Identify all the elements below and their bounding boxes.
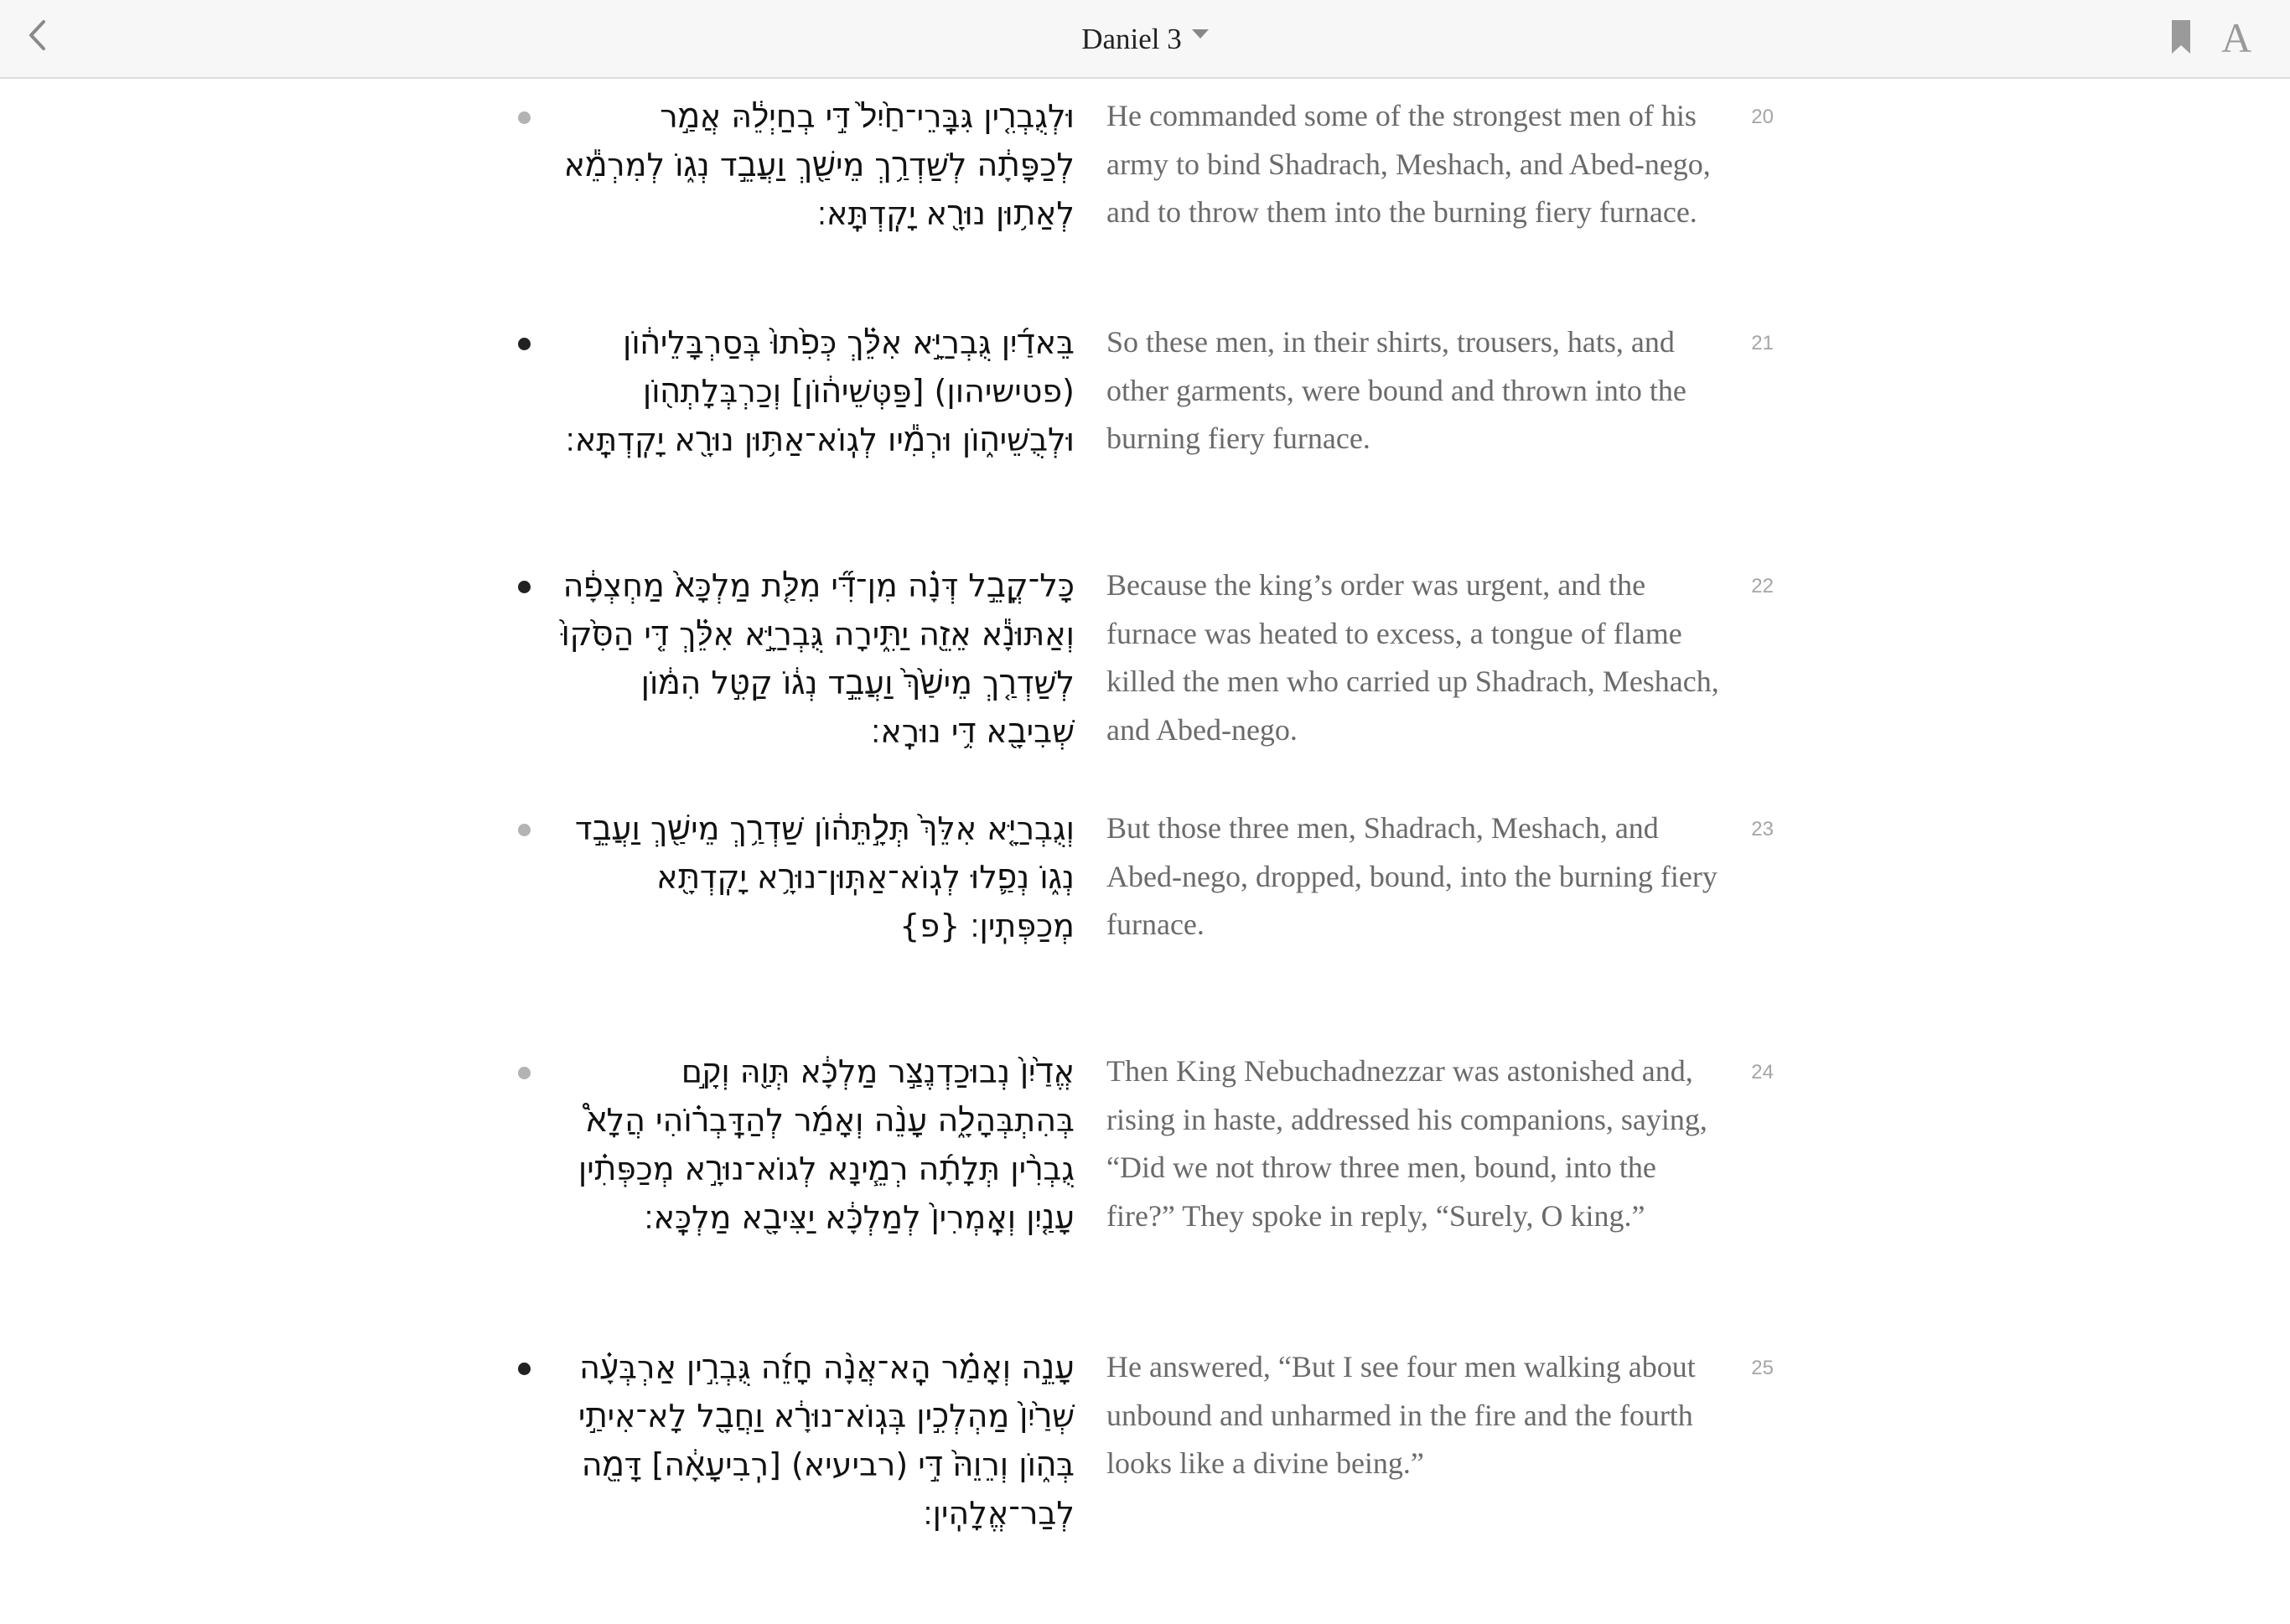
english-text: So these men, in their shirts, trousers, hats, and other garments, were bound and thrown into the burning fiery furnace. [1106, 325, 1686, 455]
verse-number: 25 [1751, 1357, 1774, 1379]
verse-marker-dot [518, 581, 531, 593]
hebrew-text: בֵּאדַ֜יִן גֻּבְרַיָּ֣א אִלֵּ֗ךְ כְּפִ֙תוּ֙ בְּסַרְבָּלֵיה֔וֹן (פטישיהון) [פַּטְּשֵׁיה֔וֹן] וְכַרְבְּלָתְה֖וֹן וּלְבֻשֵׁיה֑וֹן וּרְמִ֕יו לְגֽוֹא־אַתּ֥וּן נוּרָ֖א יָקִֽדְתָּֽא׃ [565, 324, 1075, 458]
chevron-left-icon [27, 18, 47, 55]
verse-marker-dot [518, 338, 531, 350]
font-settings-button[interactable]: A [2220, 14, 2252, 61]
english-text: But those three men, Shadrach, Meshach, and Abed-nego, dropped, bound, into the burning fiery furnace. [1106, 811, 1718, 941]
bookmark-icon [2170, 18, 2192, 59]
verse-marker-dot [518, 1363, 531, 1375]
verse-marker-dot [518, 824, 531, 836]
page-title: Daniel 3 [1081, 23, 1182, 55]
verse-number: 22 [1751, 575, 1774, 597]
verse-marker-dot [518, 1067, 531, 1079]
english-text: Because the king’s order was urgent, and the furnace was heated to excess, a tongue of flame killed the men who carried up Shadrach, Meshach, and Abed-nego. [1106, 568, 1719, 747]
verse-number: 20 [1751, 106, 1774, 128]
hebrew-text: וּלְגֻבְרִ֤ין גִּבָּֽרֵי־חַ֙יִל֙ דִּ֣י בְחַיְלֵ֔הּ אֲמַ֣ר לְכַפָּתָ֔ה לְשַׁדְרַ֥ךְ מֵישַׁ֖ךְ וַעֲבֵ֣ד נְג֑וֹ לְמִרְמֵ֕א לְאַת֥וּן נוּרָ֖א יָקִֽדְתָּֽא׃ [563, 98, 1075, 232]
english-text: Then King Nebuchadnezzar was astonished and, rising in haste, addressed his companions, saying, “Did we not throw three men, bound, into the fire?” They spoke in reply, “Surely, O king.” [1106, 1054, 1707, 1233]
english-text: He commanded some of the strongest men of his army to bind Shadrach, Meshach, and Abed-nego, and to throw them into the burning fiery furnace. [1106, 99, 1711, 229]
bookmark-button[interactable] [2161, 13, 2201, 64]
verse-number: 24 [1751, 1061, 1774, 1084]
verse-marker-dot [518, 111, 531, 124]
hebrew-text: עָנֵ֣ה וְאָמַ֗ר הָֽא־אֲנָ֨ה חָזֵ֜ה גֻּבְרִ֣ין אַרְבְּעָ֗ה שְׁרַ֙יִן֙ מַהְלְכִ֣ין בְּגֽוֹא־נוּרָ֔א וַחֲבָ֖ל לָא־אִיתַ֣י בְּה֑וֹן וְרֵוֵהּ֙ דִּ֣י (רביעיא) [רְֽבִיעָאָ֔ה] דָּמֵ֖ה לְבַר־אֱלָהִֽין׃ [578, 1349, 1075, 1532]
hebrew-text: אֱדַ֙יִן֙ נְבוּכַדְנֶצַּ֣ר מַלְכָּ֔א תְּוַ֖הּ וְקָ֣ם בְּהִתְבְּהָלָ֑ה עָנֵ֨ה וְאָמַ֜ר לְהַדָּֽבְר֗וֹהִי הֲלָא֩ גֻבְרִ֨ין תְּלָתָ֜ה רְמֵ֧ינָא לְגוֹא־נוּרָ֣א מְכַפְּתִ֗ין עָנַ֤יִן וְאָֽמְרִין֙ לְמַלְכָּ֔א יַצִּיבָ֖א מַלְכָּֽא׃ [578, 1053, 1075, 1236]
back-button[interactable] [12, 12, 62, 62]
english-text: He answered, “But I see four men walking about unbound and unharmed in the fire and the fourth looks like a divine being.” [1106, 1350, 1696, 1480]
verse-number: 23 [1751, 818, 1774, 840]
hebrew-text: כָּל־קֳבֵ֣ל דְּנָ֗ה מִן־דִּ֞י מִלַּ֤ת מַלְכָּא֙ מַחְצְפָ֔ה וְאַתּוּנָ֕א אֵזֵ֖ה יַתִּ֑ירָה גֻּבְרַיָּ֣א אִלֵּ֗ךְ דִּ֤י הַסִּ֙קוּ֙ לְשַׁדְרַ֤ךְ מֵישַׁ֙ךְ֙ וַעֲבֵ֣ד נְג֔וֹ קַטִּ֣ל הִמּ֔וֹן שְׁבִיבָ֖א דִּ֥י נוּרָֽא׃ [561, 567, 1075, 750]
caret-down-icon [1192, 29, 1209, 39]
hebrew-text: וְגֻבְרַיָּ֤א אִלֵּךְ֙ תְּלָ֣תֵּה֔וֹן שַׁדְרַ֥ךְ מֵישַׁ֖ךְ וַעֲבֵ֣ד נְג֑וֹ נְפַ֛לוּ לְגֽוֹא־אַתּֽוּן־נוּרָ֥א יָקִֽדְתָּ֖א מְכַפְּתִֽין׃ {פ} [574, 810, 1075, 944]
verse-number: 21 [1751, 332, 1774, 354]
top-bar [0, 0, 2290, 79]
chapter-selector[interactable] [1006, 0, 1284, 79]
